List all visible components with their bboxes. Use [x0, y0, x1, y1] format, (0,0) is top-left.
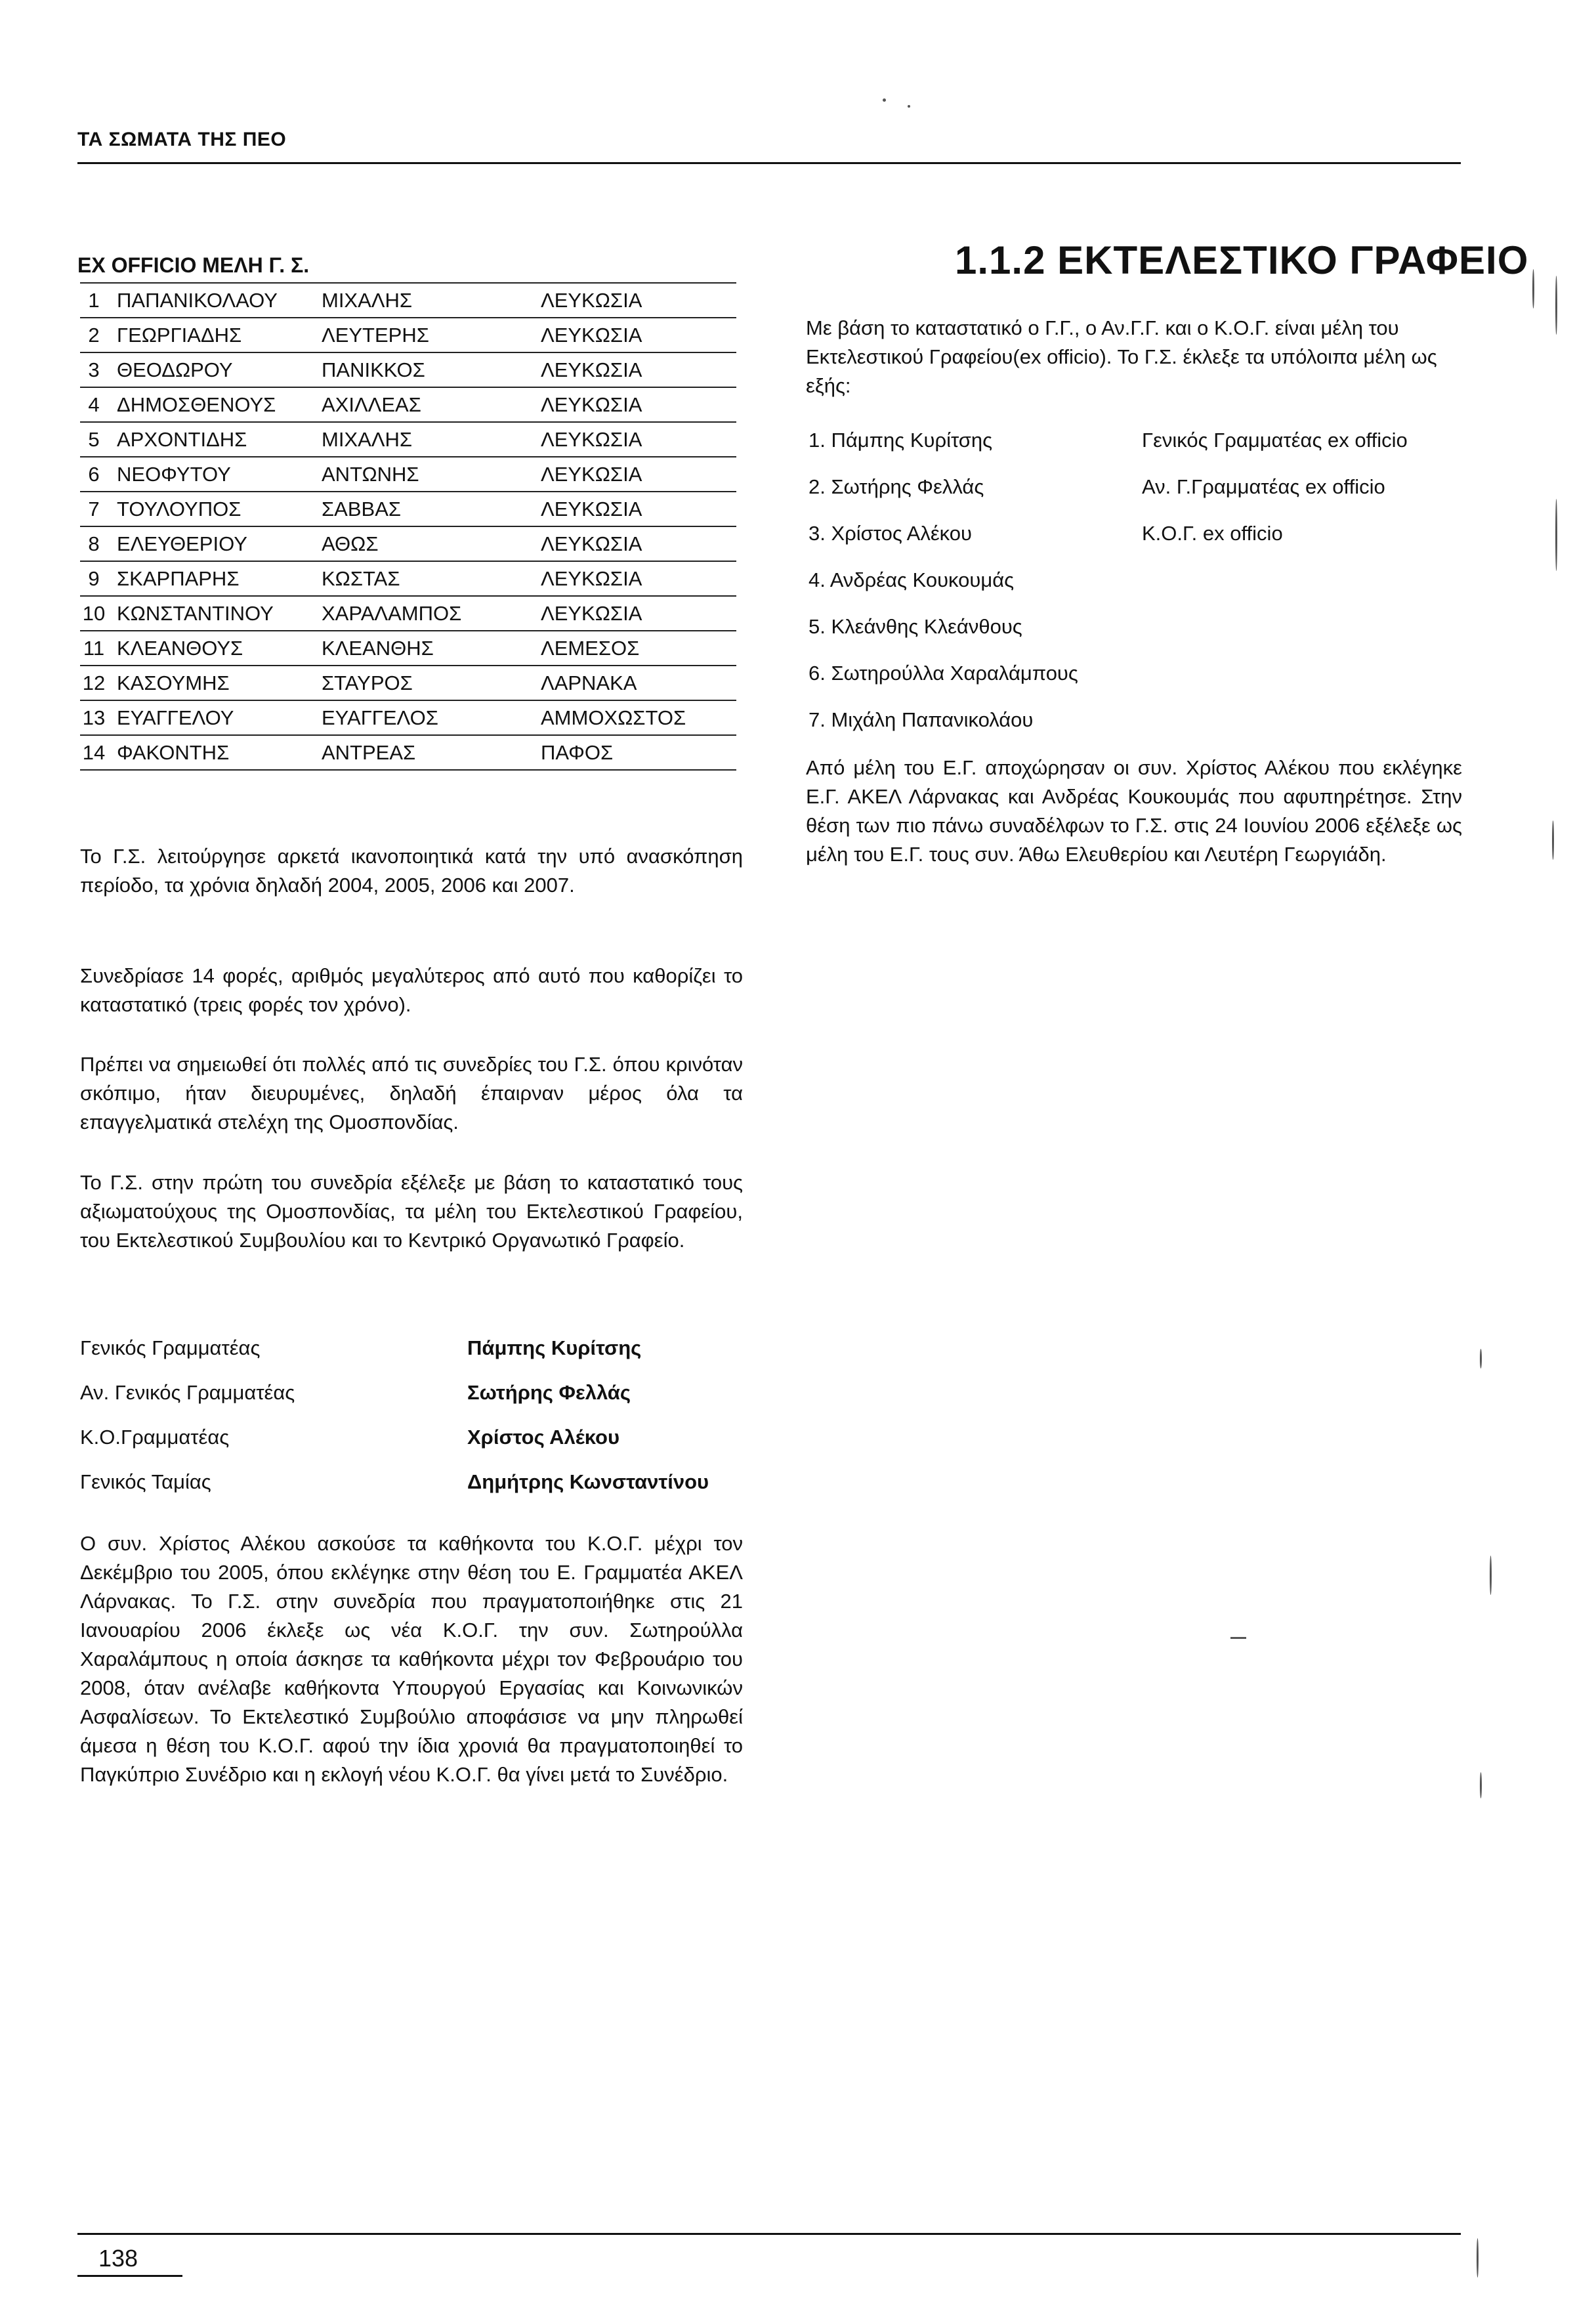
- officer-name: Δημήτρης Κωνσταντίνου: [467, 1470, 709, 1493]
- member-surname-cell: ΦΑΚΟΝΤΗΣ: [108, 735, 322, 770]
- member-num-cell: 11: [80, 631, 108, 666]
- member-first-cell: ΚΩΣΤΑΣ: [322, 561, 541, 596]
- member-surname-cell: ΤΟΥΛΟΥΠΟΣ: [108, 492, 322, 526]
- scan-speck: [908, 105, 910, 108]
- exec-member-name: 2. Σωτήρης Φελλάς: [808, 475, 984, 498]
- officer-role: Αν. Γενικός Γραμματέας: [80, 1381, 295, 1404]
- table-row: [80, 735, 736, 770]
- officer-row: [80, 1460, 743, 1504]
- page-number-rule: [77, 2275, 182, 2277]
- officer-row: [80, 1370, 743, 1415]
- member-num-cell: 6: [80, 457, 108, 492]
- member-city-cell: ΛΕΥΚΩΣΙΑ: [541, 283, 736, 318]
- member-surname-cell: ΠΑΠΑΝΙΚΟΛΑΟΥ: [108, 283, 322, 318]
- scan-mark: [1477, 2238, 1479, 2278]
- member-surname-cell: ΚΑΣΟΥΜΗΣ: [108, 666, 322, 700]
- member-surname-cell: ΣΚΑΡΠΑΡΗΣ: [108, 561, 322, 596]
- table-row: [80, 561, 736, 596]
- member-num-cell: 9: [80, 561, 108, 596]
- member-num-cell: 14: [80, 735, 108, 770]
- list-item: [808, 510, 1465, 557]
- member-city-cell: ΑΜΜΟΧΩΣΤΟΣ: [541, 700, 736, 735]
- member-surname-cell: ΕΥΑΓΓΕΛΟΥ: [108, 700, 322, 735]
- list-item: [808, 603, 1465, 650]
- member-num-cell: 5: [80, 422, 108, 457]
- table-row: [80, 387, 736, 422]
- paragraph-extended-meetings: Πρέπει να σημειωθεί ότι πολλές από τις συνεδρίες του Γ.Σ. όπου κρινόταν σκόπιμο, ήταν διευρυμένες, δηλαδή έπαιρναν μέρος όλα τα επαγγελματικά στελέχη της Ομοσπονδίας.: [80, 1053, 743, 1134]
- member-num-cell: 2: [80, 318, 108, 352]
- scan-mark: [1555, 499, 1557, 571]
- member-num-cell: 10: [80, 596, 108, 631]
- member-first-cell: ΑΝΤΡΕΑΣ: [322, 735, 541, 770]
- exec-member-name: 1. Πάμπης Κυρίτσης: [808, 428, 993, 452]
- table-row: [80, 631, 736, 666]
- member-city-cell: ΛΕΜΕΣΟΣ: [541, 631, 736, 666]
- exec-member-role: Κ.Ο.Γ. ex officio: [1142, 521, 1283, 545]
- page-number: 138: [98, 2245, 138, 2272]
- exec-member-name: 6. Σωτηρούλλα Χαραλάμπους: [808, 661, 1078, 685]
- officer-role: Κ.Ο.Γραμματέας: [80, 1426, 230, 1449]
- member-city-cell: ΛΕΥΚΩΣΙΑ: [541, 561, 736, 596]
- table-row: [80, 526, 736, 561]
- exec-member-name: 3. Χρίστος Αλέκου: [808, 521, 972, 545]
- officer-role: Γενικός Ταμίας: [80, 1470, 211, 1493]
- paragraph-executive-intro: Με βάση το καταστατικό ο Γ.Γ., ο Αν.Γ.Γ. και ο Κ.Ο.Γ. είναι μέλη του Εκτελεστικού Γραφείου(ex officio). Το Γ.Σ. έκλεξε τα υπόλοιπα μέλη ως εξής:: [806, 316, 1437, 397]
- list-item: [808, 557, 1465, 603]
- scan-mark: [1555, 276, 1557, 335]
- section-label-ex-officio: EX OFFICIO ΜΕΛΗ Γ. Σ.: [77, 253, 310, 277]
- list-item: [808, 650, 1465, 696]
- scan-speck: [883, 98, 886, 102]
- list-item: [808, 417, 1465, 463]
- paragraph-executive-changes: Από μέλη του Ε.Γ. αποχώρησαν οι συν. Χρίστος Αλέκου που εκλέγηκε Ε.Γ. ΑΚΕΛ Λάρνακας και Ανδρέας Κουκουμάς που αφυπηρέτησε. Στην θέση των πιο πάνω συναδέλφων το Γ.Σ. στις 24 Ιουνίου 2006 εξέλεξε ως μέλη του Ε.Γ. τους συν. Άθω Ελευθερίου και Λευτέρη Γεωργιάδη.: [806, 756, 1462, 866]
- member-num-cell: 12: [80, 666, 108, 700]
- member-first-cell: ΑΝΤΩΝΗΣ: [322, 457, 541, 492]
- member-num-cell: 13: [80, 700, 108, 735]
- member-first-cell: ΧΑΡΑΛΑΜΠΟΣ: [322, 596, 541, 631]
- list-item: [808, 463, 1465, 510]
- footer-rule: [77, 2233, 1461, 2235]
- member-city-cell: ΛΕΥΚΩΣΙΑ: [541, 352, 736, 387]
- table-row: [80, 352, 736, 387]
- scan-mark: [1230, 1637, 1246, 1639]
- member-surname-cell: ΚΩΝΣΤΑΝΤΙΝΟΥ: [108, 596, 322, 631]
- exec-member-name: 4. Ανδρέας Κουκουμάς: [808, 568, 1015, 591]
- member-city-cell: ΛΕΥΚΩΣΙΑ: [541, 596, 736, 631]
- exec-member-name: 7. Μιχάλη Παπανικολάου: [808, 708, 1034, 731]
- member-surname-cell: ΝΕΟΦΥΤΟΥ: [108, 457, 322, 492]
- officer-name: Χρίστος Αλέκου: [467, 1426, 620, 1449]
- member-num-cell: 1: [80, 283, 108, 318]
- table-row: [80, 318, 736, 352]
- exec-member-role: Αν. Γ.Γραμματέας ex officio: [1142, 475, 1385, 498]
- exec-member-name: 5. Κλεάνθης Κλεάνθους: [808, 614, 1022, 638]
- member-first-cell: ΛΕΥΤΕΡΗΣ: [322, 318, 541, 352]
- member-num-cell: 4: [80, 387, 108, 422]
- table-row: [80, 283, 736, 318]
- member-city-cell: ΛΕΥΚΩΣΙΑ: [541, 492, 736, 526]
- member-surname-cell: ΔΗΜΟΣΘΕΝΟΥΣ: [108, 387, 322, 422]
- scan-mark: [1480, 1349, 1482, 1369]
- scan-mark: [1552, 820, 1554, 860]
- member-num-cell: 8: [80, 526, 108, 561]
- running-title: ΤΑ ΣΩΜΑΤΑ ΤΗΣ ΠΕΟ: [77, 129, 287, 150]
- table-row: [80, 596, 736, 631]
- member-first-cell: ΠΑΝΙΚΚΟΣ: [322, 352, 541, 387]
- member-num-cell: 7: [80, 492, 108, 526]
- members-table: [80, 282, 736, 771]
- member-first-cell: ΑΧΙΛΛΕΑΣ: [322, 387, 541, 422]
- executive-members-list: [808, 417, 1465, 743]
- header-rule: [77, 162, 1461, 164]
- member-first-cell: ΑΘΩΣ: [322, 526, 541, 561]
- member-city-cell: ΛΑΡΝΑΚΑ: [541, 666, 736, 700]
- scan-mark: [1532, 269, 1534, 308]
- member-city-cell: ΛΕΥΚΩΣΙΑ: [541, 526, 736, 561]
- paragraph-first-session: Το Γ.Σ. στην πρώτη του συνεδρία εξέλεξε με βάση το καταστατικό τους αξιωματούχους της Ομοσπονδίας, τα μέλη του Εκτελεστικού Γραφείου, του Εκτελεστικού Συμβουλίου και το Κεντρικό Οργανωτικό Γραφείο.: [80, 1171, 743, 1252]
- table-row: [80, 492, 736, 526]
- officer-name: Σωτήρης Φελλάς: [467, 1381, 631, 1404]
- table-row: [80, 422, 736, 457]
- member-surname-cell: ΑΡΧΟΝΤΙΔΗΣ: [108, 422, 322, 457]
- member-first-cell: ΣΑΒΒΑΣ: [322, 492, 541, 526]
- member-city-cell: ΛΕΥΚΩΣΙΑ: [541, 387, 736, 422]
- member-surname-cell: ΚΛΕΑΝΘΟΥΣ: [108, 631, 322, 666]
- member-first-cell: ΜΙΧΑΛΗΣ: [322, 283, 541, 318]
- table-row: [80, 700, 736, 735]
- exec-member-role: Γενικός Γραμματέας ex officio: [1142, 428, 1408, 452]
- paragraph-operation: Το Γ.Σ. λειτούργησε αρκετά ικανοποιητικά κατά την υπό ανασκόπηση περίοδο, τα χρόνια δηλαδή 2004, 2005, 2006 και 2007.: [80, 845, 743, 897]
- member-first-cell: ΚΛΕΑΝΘΗΣ: [322, 631, 541, 666]
- officers-list: [80, 1326, 743, 1504]
- scan-mark: [1490, 1556, 1492, 1595]
- list-item: [808, 696, 1465, 743]
- officer-row: [80, 1326, 743, 1370]
- table-row: [80, 457, 736, 492]
- member-city-cell: ΠΑΦΟΣ: [541, 735, 736, 770]
- member-city-cell: ΛΕΥΚΩΣΙΑ: [541, 422, 736, 457]
- member-first-cell: ΕΥΑΓΓΕΛΟΣ: [322, 700, 541, 735]
- member-surname-cell: ΓΕΩΡΓΙΑΔΗΣ: [108, 318, 322, 352]
- table-row: [80, 666, 736, 700]
- member-city-cell: ΛΕΥΚΩΣΙΑ: [541, 318, 736, 352]
- section-title-executive-office: 1.1.2 ΕΚΤΕΛΕΣΤΙΚΟ ΓΡΑΦΕΙΟ: [955, 238, 1529, 282]
- paragraph-meetings: Συνεδρίασε 14 φορές, αριθμός μεγαλύτερος από αυτό που καθορίζει το καταστατικό (τρεις φορές τον χρόνο).: [80, 964, 743, 1016]
- member-first-cell: ΣΤΑΥΡΟΣ: [322, 666, 541, 700]
- member-city-cell: ΛΕΥΚΩΣΙΑ: [541, 457, 736, 492]
- paragraph-kog-changes: Ο συν. Χρίστος Αλέκου ασκούσε τα καθήκοντα του Κ.Ο.Γ. μέχρι τον Δεκέμβριο του 2005, όπου εκλέγηκε στην θέση του Ε. Γραμματέα ΑΚΕΛ Λάρνακας. Το Γ.Σ. στην συνεδρία που πραγματοποιήθηκε στις 21 Ιανουαρίου 2006 έκλεξε ως νέα Κ.Ο.Γ. την συν. Σωτηρούλλα Χαραλάμπους η οποία άσκησε τα καθήκοντα μέχρι τον Φεβρουάριο του 2008, όταν ανέλαβε καθήκοντα Υπουργού Εργασίας και Κοινωνικών Ασφαλίσεων. Το Εκτελεστικό Συμβούλιο αποφάσισε να μην πληρωθεί άμεσα η θέση του Κ.Ο.Γ. αφού την ίδια χρονιά θα πραγματοποιηθεί το Παγκύπριο Συνέδριο και η εκλογή νέου Κ.Ο.Γ. θα γίνει μετά το Συνέδριο.: [80, 1532, 743, 1786]
- member-first-cell: ΜΙΧΑΛΗΣ: [322, 422, 541, 457]
- member-num-cell: 3: [80, 352, 108, 387]
- officer-name: Πάμπης Κυρίτσης: [467, 1336, 642, 1359]
- member-surname-cell: ΕΛΕΥΘΕΡΙΟΥ: [108, 526, 322, 561]
- officer-row: [80, 1415, 743, 1460]
- scan-mark: [1480, 1772, 1482, 1798]
- member-surname-cell: ΘΕΟΔΩΡΟΥ: [108, 352, 322, 387]
- officer-role: Γενικός Γραμματέας: [80, 1336, 261, 1359]
